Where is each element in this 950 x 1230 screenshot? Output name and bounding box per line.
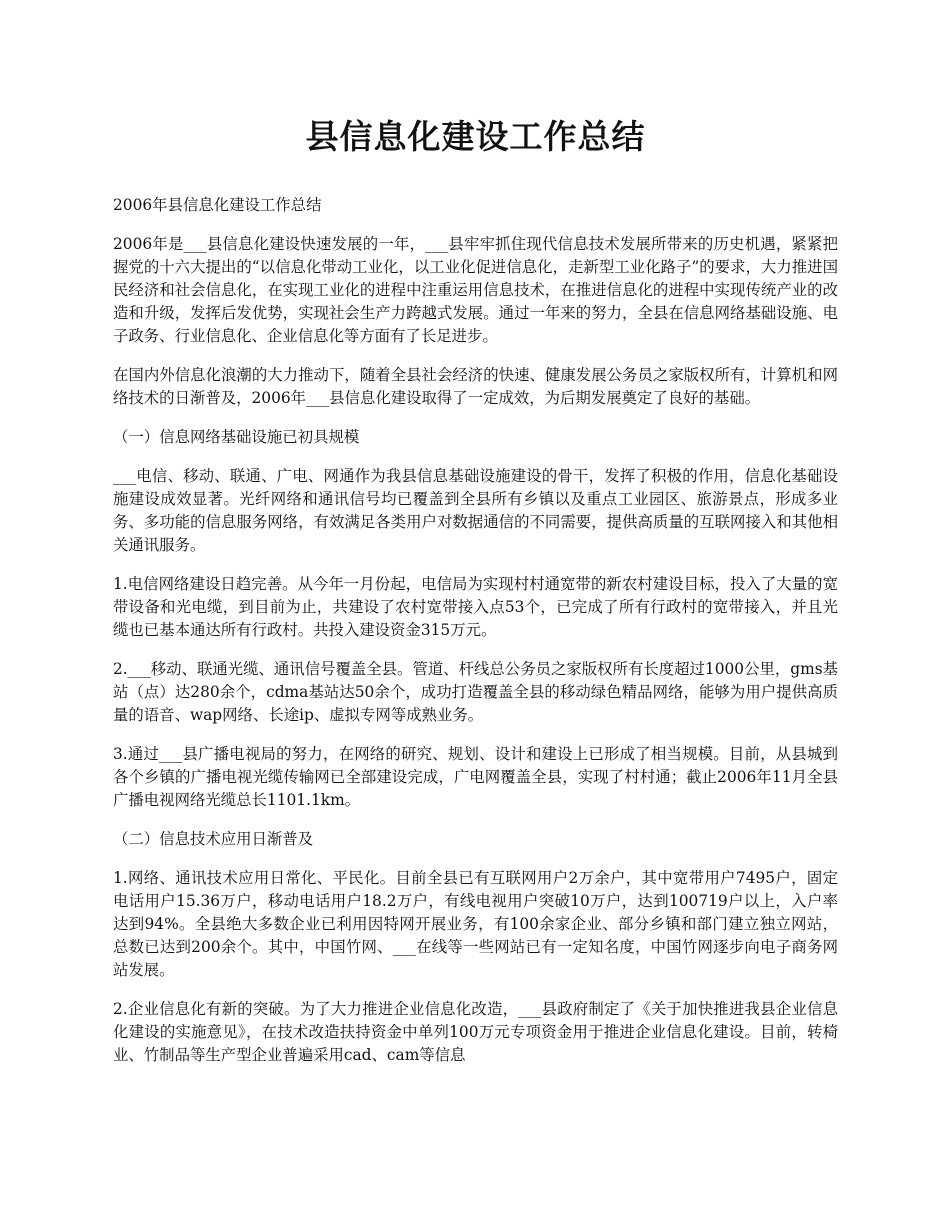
network-usage-paragraph: 1.网络、通讯技术应用日常化、平民化。目前全县已有互联网用户2万余户，其中宽带用户7495户，固定电话用户15.36万户，移动电话用户18.2万户，有线电视用户突破10万户，达到100719户以上，入户率达到94%。全县绝大多数企业已利用因特网开展业务，有100余家企业、部分乡镇和部门建立独立网站，总数已达到200余个。其中，中国竹网、___在线等一些网站已有一定知名度，中国竹网逐步向电子商务网站发展。 [113, 869, 838, 979]
section-heading-2: （二）信息技术应用日渐普及 [113, 830, 314, 848]
infrastructure-paragraph: ___电信、移动、联通、广电、网通作为我县信息基础设施建设的骨干，发挥了积极的作用，信息化基础设施建设成效显著。光纤网络和通讯信号均已覆盖到全县所有乡镇以及重点工业园区、旅游景点，形成多业务、多功能的信息服务网络，有效满足各类用户对数据通信的不同需要，提供高质量的互联网接入和其他相关通讯服务。 [113, 467, 838, 554]
subtitle-paragraph: 2006年县信息化建设工作总结 [113, 196, 322, 214]
document-page [113, 108, 838, 1083]
context-paragraph: 在国内外信息化浪潮的大力推动下，随着全县社会经济的快速、健康发展公务员之家版权所有，计算机和网络技术的日渐普及，2006年___县信息化建设取得了一定成效，为后期发展奠定了良好的基础。 [113, 366, 838, 407]
document-title: 县信息化建设工作总结 [305, 117, 646, 156]
intro-paragraph: 2006年是___县信息化建设快速发展的一年，___县牢牢抓住现代信息技术发展所带来的历史机遇，紧紧把握党的十六大提出的“以信息化带动工业化，以工业化促进信息化，走新型工业化路子”的要求，大力推进国民经济和社会信息化，在实现工业化的进程中注重运用信息技术，在推进信息化的进程中实现传统产业的改造和升级，发挥后发优势，实现社会生产力跨越式发展。通过一年来的努力，全县在信息网络基础设施、电子政务、行业信息化、企业信息化等方面有了长足进步。 [113, 235, 838, 345]
mobile-paragraph: 2.___移动、联通光缆、通讯信号覆盖全县。管道、杆线总公务员之家版权所有长度超过1000公里，gms基站（点）达280余个，cdma基站达50余个，成功打造覆盖全县的移动绿色精品网络，能够为用户提供高质量的语音、wap网络、长途ip、虚拟专网等成熟业务。 [113, 660, 838, 724]
telecom-paragraph: 1.电信网络建设日趋完善。从今年一月份起，电信局为实现村村通宽带的新农村建设目标，投入了大量的宽带设备和光电缆，到目前为止，共建设了农村宽带接入点53个，已完成了所有行政村的宽带接入，并且光缆也已基本通达所有行政村。共投入建设资金315万元。 [113, 575, 838, 639]
enterprise-paragraph: 2.企业信息化有新的突破。为了大力推进企业信息化改造，___县政府制定了《关于加快推进我县企业信息化建设的实施意见》，在技术改造扶持资金中单列100万元专项资金用于推进企业信息化建设。目前，转椅业、竹制品等生产型企业普遍采用cad、cam等信息 [113, 1000, 838, 1064]
section-heading-1: （一）信息网络基础设施已初具规模 [113, 428, 360, 446]
broadcast-paragraph: 3.通过___县广播电视局的努力，在网络的研究、规划、设计和建设上已形成了相当规模。目前，从县城到各个乡镇的广播电视光缆传输网已全部建设完成，广电网覆盖全县，实现了村村通；截止2006年11月全县广播电视网络光缆总长1101.1km。 [113, 745, 838, 809]
